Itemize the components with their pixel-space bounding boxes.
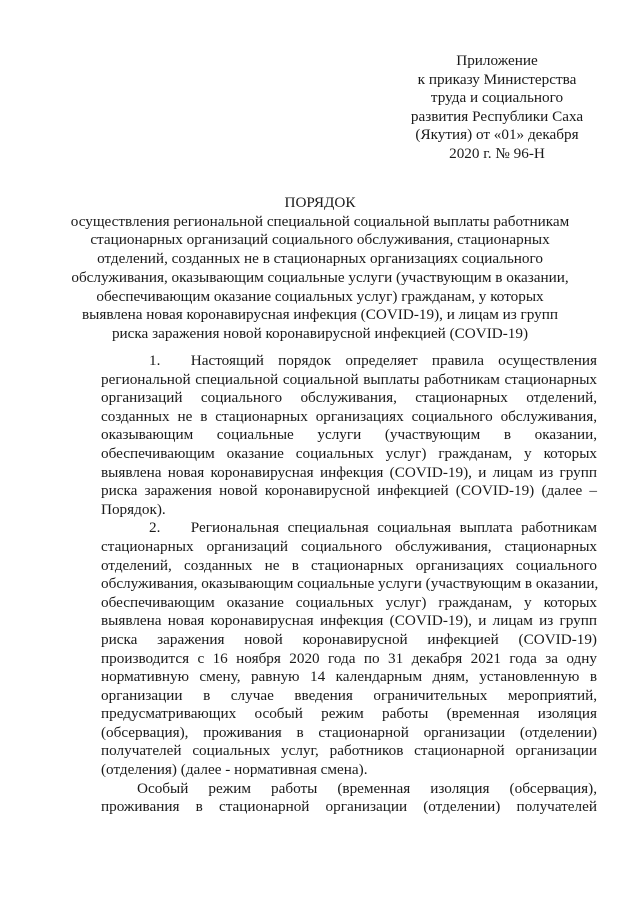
appendix-line: Приложение xyxy=(456,52,538,69)
body-line: 2. Региональная специальная социальная выплата работникам xyxy=(149,519,597,537)
body-line: организаций социального обслуживания, стационарных отделений, xyxy=(101,389,597,407)
title-line: отделений, созданных не в стационарных организациях социального xyxy=(97,250,543,268)
title-line: обеспечивающим оказание социальных услуг) гражданам, у которых xyxy=(96,287,544,305)
appendix-header xyxy=(403,52,591,163)
appendix-line: развития Республики Саха xyxy=(410,107,584,125)
body-line: созданных не в стационарных организациях социального обслуживания, xyxy=(101,407,597,425)
title-line: стационарных организаций социального обслуживания, стационарных xyxy=(90,231,550,249)
title-line: выявлена новая коронавирусная инфекция (COVID-19), и лицам из групп xyxy=(81,306,559,324)
body-line: проживания в стационарной организации (отделении) получателей xyxy=(101,798,597,816)
body-line: выявлена новая коронавирусная инфекция (COVID-19), и лицам из групп xyxy=(101,612,597,630)
appendix-line: 2020 г. № 96-Н xyxy=(449,144,545,162)
body-line: нормативную смену, равную 14 календарным дням, установленную в xyxy=(101,668,597,686)
document-title xyxy=(60,194,580,344)
body-line: организации в случае введения ограничительных мероприятий, xyxy=(101,686,597,704)
body-line: обеспечивающим оказание социальных услуг) гражданам, у которых xyxy=(101,444,597,462)
title-heading: ПОРЯДОК xyxy=(284,194,356,211)
body-line: обеспечивающим оказание социальных услуг) гражданам, у которых xyxy=(101,593,597,611)
title-line: обслуживания, оказывающим социальные услуги (участвующим в оказании, xyxy=(71,268,569,286)
document-body xyxy=(101,352,597,817)
appendix-line: к приказу Министерства xyxy=(417,70,577,88)
body-line: оказывающим социальные услуги (участвующим в оказании, xyxy=(101,426,597,444)
body-line: Порядок). xyxy=(101,500,166,518)
body-line: обслуживания, оказывающим социальные услуги (участвующим в оказании, xyxy=(101,575,599,593)
body-line: 1. Настоящий порядок определяет правила осуществления xyxy=(149,352,597,369)
body-line: получателей социальных услуг, работников стационарной организации xyxy=(101,742,597,760)
appendix-line: (Якутия) от «01» декабря xyxy=(415,126,579,143)
body-line: риска заражения новой коронавирусной инфекцией (COVID-19) (далее – xyxy=(101,482,597,500)
appendix-line: труда и социального xyxy=(430,89,564,106)
body-line: Особый режим работы (временная изоляция (обсервация), xyxy=(137,779,597,797)
body-line: (отделения) (далее - нормативная смена). xyxy=(101,761,368,779)
title-line: риска заражения новой коронавирусной инфекцией (COVID-19) xyxy=(111,324,529,342)
title-line: осуществления региональной специальной социальной выплаты работникам xyxy=(70,212,570,230)
body-line: отделений, созданных не в стационарных организациях социального xyxy=(101,556,597,574)
body-line: (обсервация), проживания в стационарной организации (отделении) xyxy=(101,723,597,741)
body-line: предусматривающих особый режим работы (временная изоляция xyxy=(101,705,597,723)
body-line: стационарных организаций социального обслуживания, стационарных xyxy=(101,537,597,555)
body-line: производится с 16 ноября 2020 года по 31 декабря 2021 года за одну xyxy=(101,649,597,667)
body-line: региональной специальной социальной выплаты работникам стационарных xyxy=(101,370,597,388)
body-line: риска заражения новой коронавирусной инфекцией (COVID-19) xyxy=(101,630,597,648)
body-line: выявлена новая коронавирусная инфекция (COVID-19), и лицам из групп xyxy=(101,463,597,481)
